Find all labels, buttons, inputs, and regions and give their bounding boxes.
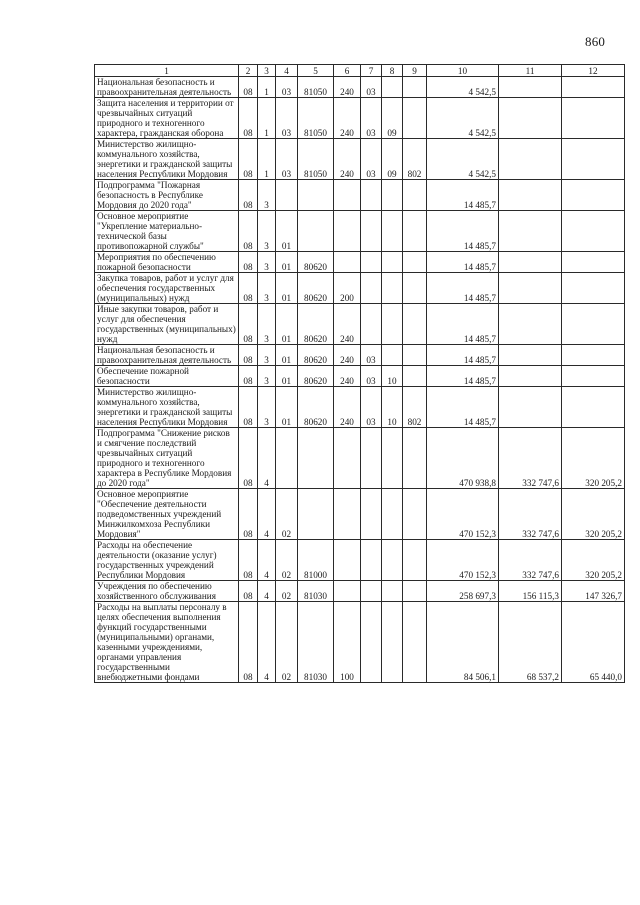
cell-col-5: 81050 (298, 77, 334, 98)
cell-col-3: 3 (258, 211, 276, 252)
cell-col-6: 240 (334, 77, 361, 98)
cell-col-7: 03 (361, 98, 382, 139)
cell-col-11 (499, 139, 562, 180)
cell-col-4: 02 (276, 489, 298, 540)
cell-col-4: 03 (276, 139, 298, 180)
cell-col-5 (298, 180, 334, 211)
cell-col-3: 3 (258, 387, 276, 428)
cell-col-12 (562, 366, 625, 387)
cell-col-11 (499, 252, 562, 273)
cell-col-4 (276, 180, 298, 211)
cell-col-11: 332 747,6 (499, 489, 562, 540)
cell-col-9 (403, 304, 427, 345)
cell-col-10: 470 152,3 (427, 540, 499, 581)
cell-col-6 (334, 211, 361, 252)
cell-col-5 (298, 211, 334, 252)
cell-col-5: 80620 (298, 387, 334, 428)
cell-col-8 (382, 581, 403, 602)
cell-col-7 (361, 252, 382, 273)
cell-col-4: 01 (276, 345, 298, 366)
column-header-8: 8 (382, 65, 403, 77)
row-name-cell: Министерство жилищно-коммунального хозяйства, энергетики и гражданской защиты населения Республики Мордовия (95, 139, 239, 180)
cell-col-12 (562, 180, 625, 211)
cell-col-8 (382, 304, 403, 345)
cell-col-12 (562, 211, 625, 252)
table-row (95, 304, 625, 345)
cell-col-10: 4 542,5 (427, 139, 499, 180)
cell-col-2: 08 (239, 428, 258, 489)
cell-col-3: 4 (258, 428, 276, 489)
cell-col-6 (334, 428, 361, 489)
cell-col-2: 08 (239, 139, 258, 180)
header-row (95, 65, 625, 77)
cell-col-3: 1 (258, 98, 276, 139)
cell-col-4 (276, 428, 298, 489)
cell-col-4: 02 (276, 540, 298, 581)
row-name-cell: Расходы на выплаты персоналу в целях обеспечения выполнения функций государственными (муниципальными) органами, казенными учреждениями, органами управления государственными внебюджетными фондами (95, 602, 239, 683)
row-name-cell: Учреждения по обеспечению хозяйственного обслуживания (95, 581, 239, 602)
cell-col-8 (382, 489, 403, 540)
cell-col-2: 08 (239, 366, 258, 387)
cell-col-10: 470 938,8 (427, 428, 499, 489)
cell-col-2: 08 (239, 489, 258, 540)
cell-col-12: 320 205,2 (562, 540, 625, 581)
cell-col-12 (562, 273, 625, 304)
cell-col-4: 03 (276, 77, 298, 98)
cell-col-11 (499, 387, 562, 428)
cell-col-10: 14 485,7 (427, 366, 499, 387)
table-row (95, 387, 625, 428)
cell-col-2: 08 (239, 211, 258, 252)
cell-col-7 (361, 273, 382, 304)
cell-col-8: 10 (382, 366, 403, 387)
cell-col-7 (361, 428, 382, 489)
cell-col-12 (562, 304, 625, 345)
table-row (95, 77, 625, 98)
cell-col-11 (499, 345, 562, 366)
row-name-cell: Национальная безопасность и правоохранительная деятельность (95, 345, 239, 366)
cell-col-2: 08 (239, 252, 258, 273)
cell-col-5: 80620 (298, 252, 334, 273)
cell-col-7 (361, 211, 382, 252)
cell-col-10: 14 485,7 (427, 180, 499, 211)
row-name-cell: Защита населения и территории от чрезвычайных ситуаций природного и техногенного характера, гражданская оборона (95, 98, 239, 139)
cell-col-8 (382, 77, 403, 98)
cell-col-3: 1 (258, 139, 276, 180)
cell-col-4: 01 (276, 252, 298, 273)
cell-col-5: 81030 (298, 581, 334, 602)
cell-col-3: 3 (258, 252, 276, 273)
column-header-4: 4 (276, 65, 298, 77)
column-header-6: 6 (334, 65, 361, 77)
cell-col-6: 240 (334, 304, 361, 345)
cell-col-6: 240 (334, 366, 361, 387)
cell-col-9 (403, 98, 427, 139)
cell-col-11: 68 537,2 (499, 602, 562, 683)
row-name-cell: Подпрограмма "Снижение рисков и смягчение последствий чрезвычайных ситуаций природного и техногенного характера в Республике Мордовия до 2020 года" (95, 428, 239, 489)
cell-col-10: 4 542,5 (427, 98, 499, 139)
cell-col-7: 03 (361, 77, 382, 98)
cell-col-7: 03 (361, 139, 382, 180)
row-name-cell: Основное мероприятие "Укрепление материально-технической базы противопожарной службы" (95, 211, 239, 252)
table-row (95, 139, 625, 180)
cell-col-4: 01 (276, 273, 298, 304)
cell-col-6: 240 (334, 387, 361, 428)
cell-col-2: 08 (239, 98, 258, 139)
column-header-7: 7 (361, 65, 382, 77)
cell-col-2: 08 (239, 345, 258, 366)
cell-col-2: 08 (239, 387, 258, 428)
row-name-cell: Основное мероприятие "Обеспечение деятельности подведомственных учреждений Минжилкомхоза Республики Мордовия" (95, 489, 239, 540)
cell-col-3: 3 (258, 180, 276, 211)
row-name-cell: Расходы на обеспечение деятельности (оказание услуг) государственных учреждений Республики Мордовия (95, 540, 239, 581)
cell-col-5: 81050 (298, 98, 334, 139)
cell-col-2: 08 (239, 602, 258, 683)
cell-col-12: 65 440,0 (562, 602, 625, 683)
cell-col-11 (499, 366, 562, 387)
cell-col-9 (403, 489, 427, 540)
cell-col-8 (382, 602, 403, 683)
cell-col-8: 09 (382, 98, 403, 139)
cell-col-9: 802 (403, 387, 427, 428)
cell-col-7 (361, 602, 382, 683)
row-name-cell: Министерство жилищно-коммунального хозяйства, энергетики и гражданской защиты населения Республики Мордовия (95, 387, 239, 428)
cell-col-10: 14 485,7 (427, 252, 499, 273)
cell-col-3: 4 (258, 540, 276, 581)
cell-col-7 (361, 304, 382, 345)
cell-col-6 (334, 540, 361, 581)
cell-col-6: 200 (334, 273, 361, 304)
cell-col-7: 03 (361, 345, 382, 366)
cell-col-8 (382, 180, 403, 211)
cell-col-8 (382, 252, 403, 273)
cell-col-2: 08 (239, 581, 258, 602)
cell-col-7 (361, 581, 382, 602)
cell-col-9 (403, 180, 427, 211)
page-number: 860 (585, 34, 606, 49)
cell-col-2: 08 (239, 180, 258, 211)
cell-col-5: 80620 (298, 304, 334, 345)
row-name-cell: Мероприятия по обеспечению пожарной безопасности (95, 252, 239, 273)
cell-col-2: 08 (239, 304, 258, 345)
cell-col-5 (298, 489, 334, 540)
cell-col-4: 01 (276, 304, 298, 345)
cell-col-9 (403, 602, 427, 683)
cell-col-10: 14 485,7 (427, 273, 499, 304)
cell-col-4: 01 (276, 211, 298, 252)
cell-col-8 (382, 211, 403, 252)
cell-col-12 (562, 139, 625, 180)
table-row (95, 252, 625, 273)
table-row (95, 602, 625, 683)
cell-col-10: 4 542,5 (427, 77, 499, 98)
column-header-12: 12 (562, 65, 625, 77)
cell-col-9 (403, 273, 427, 304)
table-row (95, 180, 625, 211)
cell-col-9: 802 (403, 139, 427, 180)
cell-col-7 (361, 540, 382, 581)
cell-col-11 (499, 211, 562, 252)
cell-col-4: 03 (276, 98, 298, 139)
cell-col-11 (499, 304, 562, 345)
cell-col-9 (403, 428, 427, 489)
row-name-cell: Закупка товаров, работ и услуг для обеспечения государственных (муниципальных) нужд (95, 273, 239, 304)
cell-col-12 (562, 387, 625, 428)
cell-col-12: 320 205,2 (562, 489, 625, 540)
cell-col-10: 14 485,7 (427, 345, 499, 366)
cell-col-9 (403, 366, 427, 387)
cell-col-11 (499, 273, 562, 304)
cell-col-11: 156 115,3 (499, 581, 562, 602)
cell-col-5 (298, 428, 334, 489)
row-name-cell: Иные закупки товаров, работ и услуг для обеспечения государственных (муниципальных) нужд (95, 304, 239, 345)
cell-col-12 (562, 98, 625, 139)
column-header-9: 9 (403, 65, 427, 77)
cell-col-12 (562, 77, 625, 98)
cell-col-6: 240 (334, 139, 361, 180)
cell-col-8 (382, 428, 403, 489)
table-row (95, 428, 625, 489)
cell-col-12 (562, 345, 625, 366)
cell-col-9 (403, 252, 427, 273)
cell-col-4: 01 (276, 387, 298, 428)
cell-col-3: 4 (258, 581, 276, 602)
cell-col-10: 14 485,7 (427, 304, 499, 345)
cell-col-4: 02 (276, 581, 298, 602)
cell-col-9 (403, 581, 427, 602)
cell-col-2: 08 (239, 540, 258, 581)
column-header-1: 1 (95, 65, 239, 77)
cell-col-6: 100 (334, 602, 361, 683)
table-row (95, 581, 625, 602)
table-row (95, 366, 625, 387)
row-name-cell: Подпрограмма "Пожарная безопасность в Республике Мордовия до 2020 года" (95, 180, 239, 211)
cell-col-3: 3 (258, 345, 276, 366)
cell-col-11 (499, 180, 562, 211)
cell-col-8: 10 (382, 387, 403, 428)
cell-col-4: 01 (276, 366, 298, 387)
cell-col-6 (334, 252, 361, 273)
cell-col-9 (403, 345, 427, 366)
cell-col-6 (334, 489, 361, 540)
table-body (95, 77, 625, 683)
column-header-3: 3 (258, 65, 276, 77)
cell-col-5: 80620 (298, 345, 334, 366)
cell-col-8 (382, 345, 403, 366)
cell-col-11: 332 747,6 (499, 540, 562, 581)
column-header-11: 11 (499, 65, 562, 77)
table-row (95, 211, 625, 252)
cell-col-7: 03 (361, 387, 382, 428)
cell-col-12: 320 205,2 (562, 428, 625, 489)
cell-col-2: 08 (239, 273, 258, 304)
cell-col-3: 3 (258, 304, 276, 345)
column-header-5: 5 (298, 65, 334, 77)
cell-col-5: 81000 (298, 540, 334, 581)
cell-col-10: 14 485,7 (427, 211, 499, 252)
cell-col-7: 03 (361, 366, 382, 387)
cell-col-8 (382, 273, 403, 304)
cell-col-10: 84 506,1 (427, 602, 499, 683)
cell-col-10: 258 697,3 (427, 581, 499, 602)
cell-col-11: 332 747,6 (499, 428, 562, 489)
cell-col-3: 1 (258, 77, 276, 98)
cell-col-12: 147 326,7 (562, 581, 625, 602)
table-row (95, 540, 625, 581)
cell-col-9 (403, 77, 427, 98)
table-row (95, 98, 625, 139)
cell-col-5: 81050 (298, 139, 334, 180)
cell-col-11 (499, 98, 562, 139)
cell-col-6 (334, 581, 361, 602)
cell-col-11 (499, 77, 562, 98)
cell-col-9 (403, 211, 427, 252)
column-header-2: 2 (239, 65, 258, 77)
cell-col-3: 4 (258, 489, 276, 540)
budget-table (94, 64, 625, 683)
cell-col-10: 470 152,3 (427, 489, 499, 540)
cell-col-5: 80620 (298, 366, 334, 387)
cell-col-5: 80620 (298, 273, 334, 304)
table-row (95, 273, 625, 304)
cell-col-9 (403, 540, 427, 581)
cell-col-6 (334, 180, 361, 211)
cell-col-3: 3 (258, 366, 276, 387)
row-name-cell: Обеспечение пожарной безопасности (95, 366, 239, 387)
cell-col-3: 4 (258, 602, 276, 683)
cell-col-3: 3 (258, 273, 276, 304)
cell-col-8 (382, 540, 403, 581)
table-row (95, 345, 625, 366)
cell-col-7 (361, 180, 382, 211)
row-name-cell: Национальная безопасность и правоохранительная деятельность (95, 77, 239, 98)
cell-col-12 (562, 252, 625, 273)
cell-col-5: 81030 (298, 602, 334, 683)
cell-col-7 (361, 489, 382, 540)
column-header-10: 10 (427, 65, 499, 77)
cell-col-10: 14 485,7 (427, 387, 499, 428)
cell-col-2: 08 (239, 77, 258, 98)
cell-col-4: 02 (276, 602, 298, 683)
cell-col-6: 240 (334, 345, 361, 366)
cell-col-8: 09 (382, 139, 403, 180)
table-row (95, 489, 625, 540)
cell-col-6: 240 (334, 98, 361, 139)
